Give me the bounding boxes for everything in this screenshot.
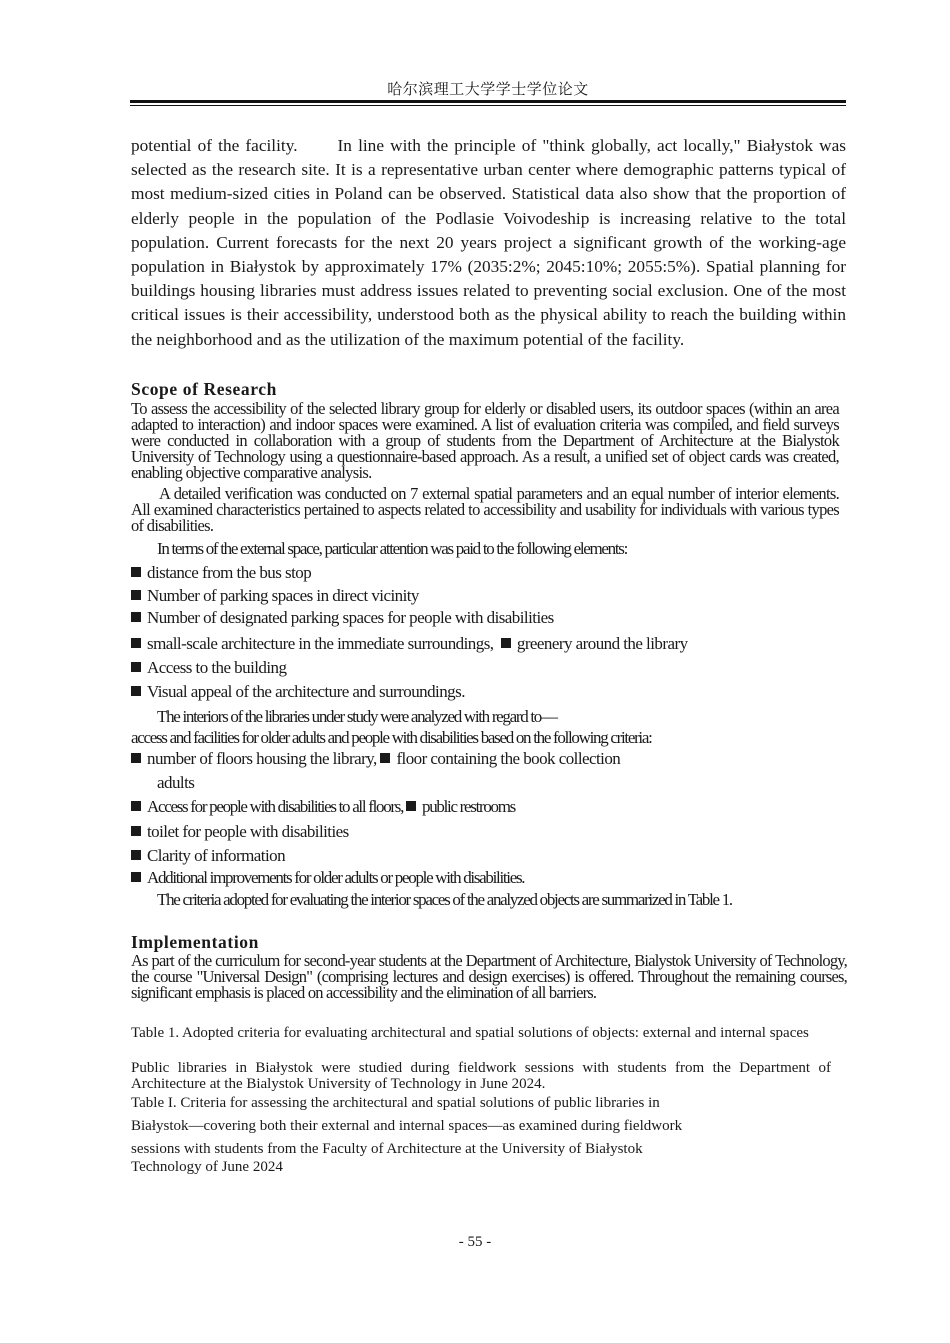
bullet-square-icon	[406, 801, 416, 811]
interior-item-6: Clarity of information	[131, 846, 285, 866]
bullet-square-icon	[131, 612, 141, 622]
external-item-1: distance from the bus stop	[131, 563, 311, 583]
header-rule-thin	[130, 105, 846, 106]
implementation-paragraph: As part of the curriculum for second-year students at the Department of Architecture, Bialystok University of Technology, the course "Universal Design" (comprising lectures and design exercises) is offered. Throughout the remaining courses, significant emphasis is placed on accessibility and the elimination of all barriers.	[131, 951, 847, 1002]
scope-paragraph-1: To assess the accessibility of the selected library group for elderly or disabled users, its outdoor spaces (within an area adapted to interaction) and indoor spaces were examined. A list of evaluation criteria was compiled, and field surveys were conducted in collaboration with a group of students from the Department of Architecture at the Bialystok University of Technology using a questionnaire-based approach. As a result, a unified set of object cards was created, enabling objective comparative analysis.	[131, 399, 839, 482]
bullet-square-icon	[131, 850, 141, 860]
header-rule-thick	[130, 100, 846, 103]
table-caption-1: Table 1. Adopted criteria for evaluating architectural and spatial solutions of objects: external and internal spaces	[131, 1025, 809, 1041]
external-item-6: Access to the building	[131, 658, 286, 678]
bullet-square-icon	[131, 801, 141, 811]
external-item-4-5: small-scale architecture in the immediate surroundings, greenery around the library	[131, 634, 688, 654]
table-caption-3-line-4: Technology of June 2024	[131, 1159, 283, 1175]
bullet-square-icon	[131, 872, 141, 882]
intro-lead: potential of the facility.	[131, 136, 298, 155]
interior-item-7: Additional improvements for older adults or people with disabilities.	[131, 868, 524, 888]
external-item-3: Number of designated parking spaces for people with disabilities	[131, 608, 554, 628]
interior-intro-2: access and facilities for older adults and people with disabilities based on the following criteria:	[131, 728, 652, 747]
implementation-heading: Implementation	[131, 932, 259, 952]
page-number: - 55 -	[458, 1234, 492, 1250]
bullet-square-icon	[380, 753, 390, 763]
running-header: 哈尔滨理工大学学士学位论文	[387, 80, 589, 98]
bullet-square-icon	[131, 638, 141, 648]
table-caption-2: Public libraries in Białystok were studied during fieldwork sessions with students from the Department of Architecture at the Bialystok University of Technology in June 2024.	[131, 1060, 831, 1092]
bullet-square-icon	[131, 753, 141, 763]
bullet-square-icon	[131, 590, 141, 600]
intro-body: In line with the principle of "think globally, act locally," Białystok was selected as the research site. It is a representative urban center where demographic patterns typical of most medium-sized cities in Poland can be observed. Statistical data also show that the proportion of elderly people in the population of the Podlasie Voivodeship is increasing relative to the total population. Current forecasts for the next 20 years project a significant growth of the working-age population in Białystok by approximately 17% (2035:2%; 2045:10%; 2055:5%). Spatial planning for buildings housing libraries must address issues related to preventing social exclusion. One of the most critical issues is their accessibility, understood both as the physical ability to reach the building within the neighborhood and as the utilization of the maximum potential of the facility.	[131, 136, 846, 349]
bullet-square-icon	[131, 567, 141, 577]
scope-heading: Scope of Research	[131, 379, 277, 399]
interior-item-1-2: number of floors housing the library, floor containing the book collection	[131, 749, 620, 769]
scope-paragraph-2: A detailed verification was conducted on 7 external spatial parameters and an equal number of interior elements. All examined characteristics pertained to aspects related to accessibility and usability for individuals with various types of disabilities.	[131, 484, 839, 535]
bullet-square-icon	[131, 686, 141, 696]
interior-item-continuation: adults	[157, 773, 195, 792]
intro-paragraph	[131, 134, 846, 352]
bullet-square-icon	[501, 638, 511, 648]
interior-item-5: toilet for people with disabilities	[131, 822, 349, 842]
table-caption-3-line-1: Table I. Criteria for assessing the architectural and spatial solutions of public libraries in	[131, 1095, 660, 1111]
table-caption-3-line-3: sessions with students from the Faculty of Architecture at the University of Białystok	[131, 1141, 643, 1157]
bullet-square-icon	[131, 662, 141, 672]
interior-item-3-4: Access for people with disabilities to all floors, public restrooms	[131, 797, 515, 817]
table-caption-3-line-2: Białystok—covering both their external and internal spaces—as examined during fieldwork	[131, 1118, 683, 1134]
bullet-square-icon	[131, 826, 141, 836]
external-intro: In terms of the external space, particular attention was paid to the following elements:	[157, 539, 628, 558]
external-item-7: Visual appeal of the architecture and surroundings.	[131, 682, 465, 702]
criteria-summary: The criteria adopted for evaluating the interior spaces of the analyzed objects are summarized in Table 1.	[157, 890, 732, 909]
external-item-2: Number of parking spaces in direct vicinity	[131, 586, 419, 606]
interior-intro-1: The interiors of the libraries under study were analyzed with regard to—	[157, 707, 557, 726]
